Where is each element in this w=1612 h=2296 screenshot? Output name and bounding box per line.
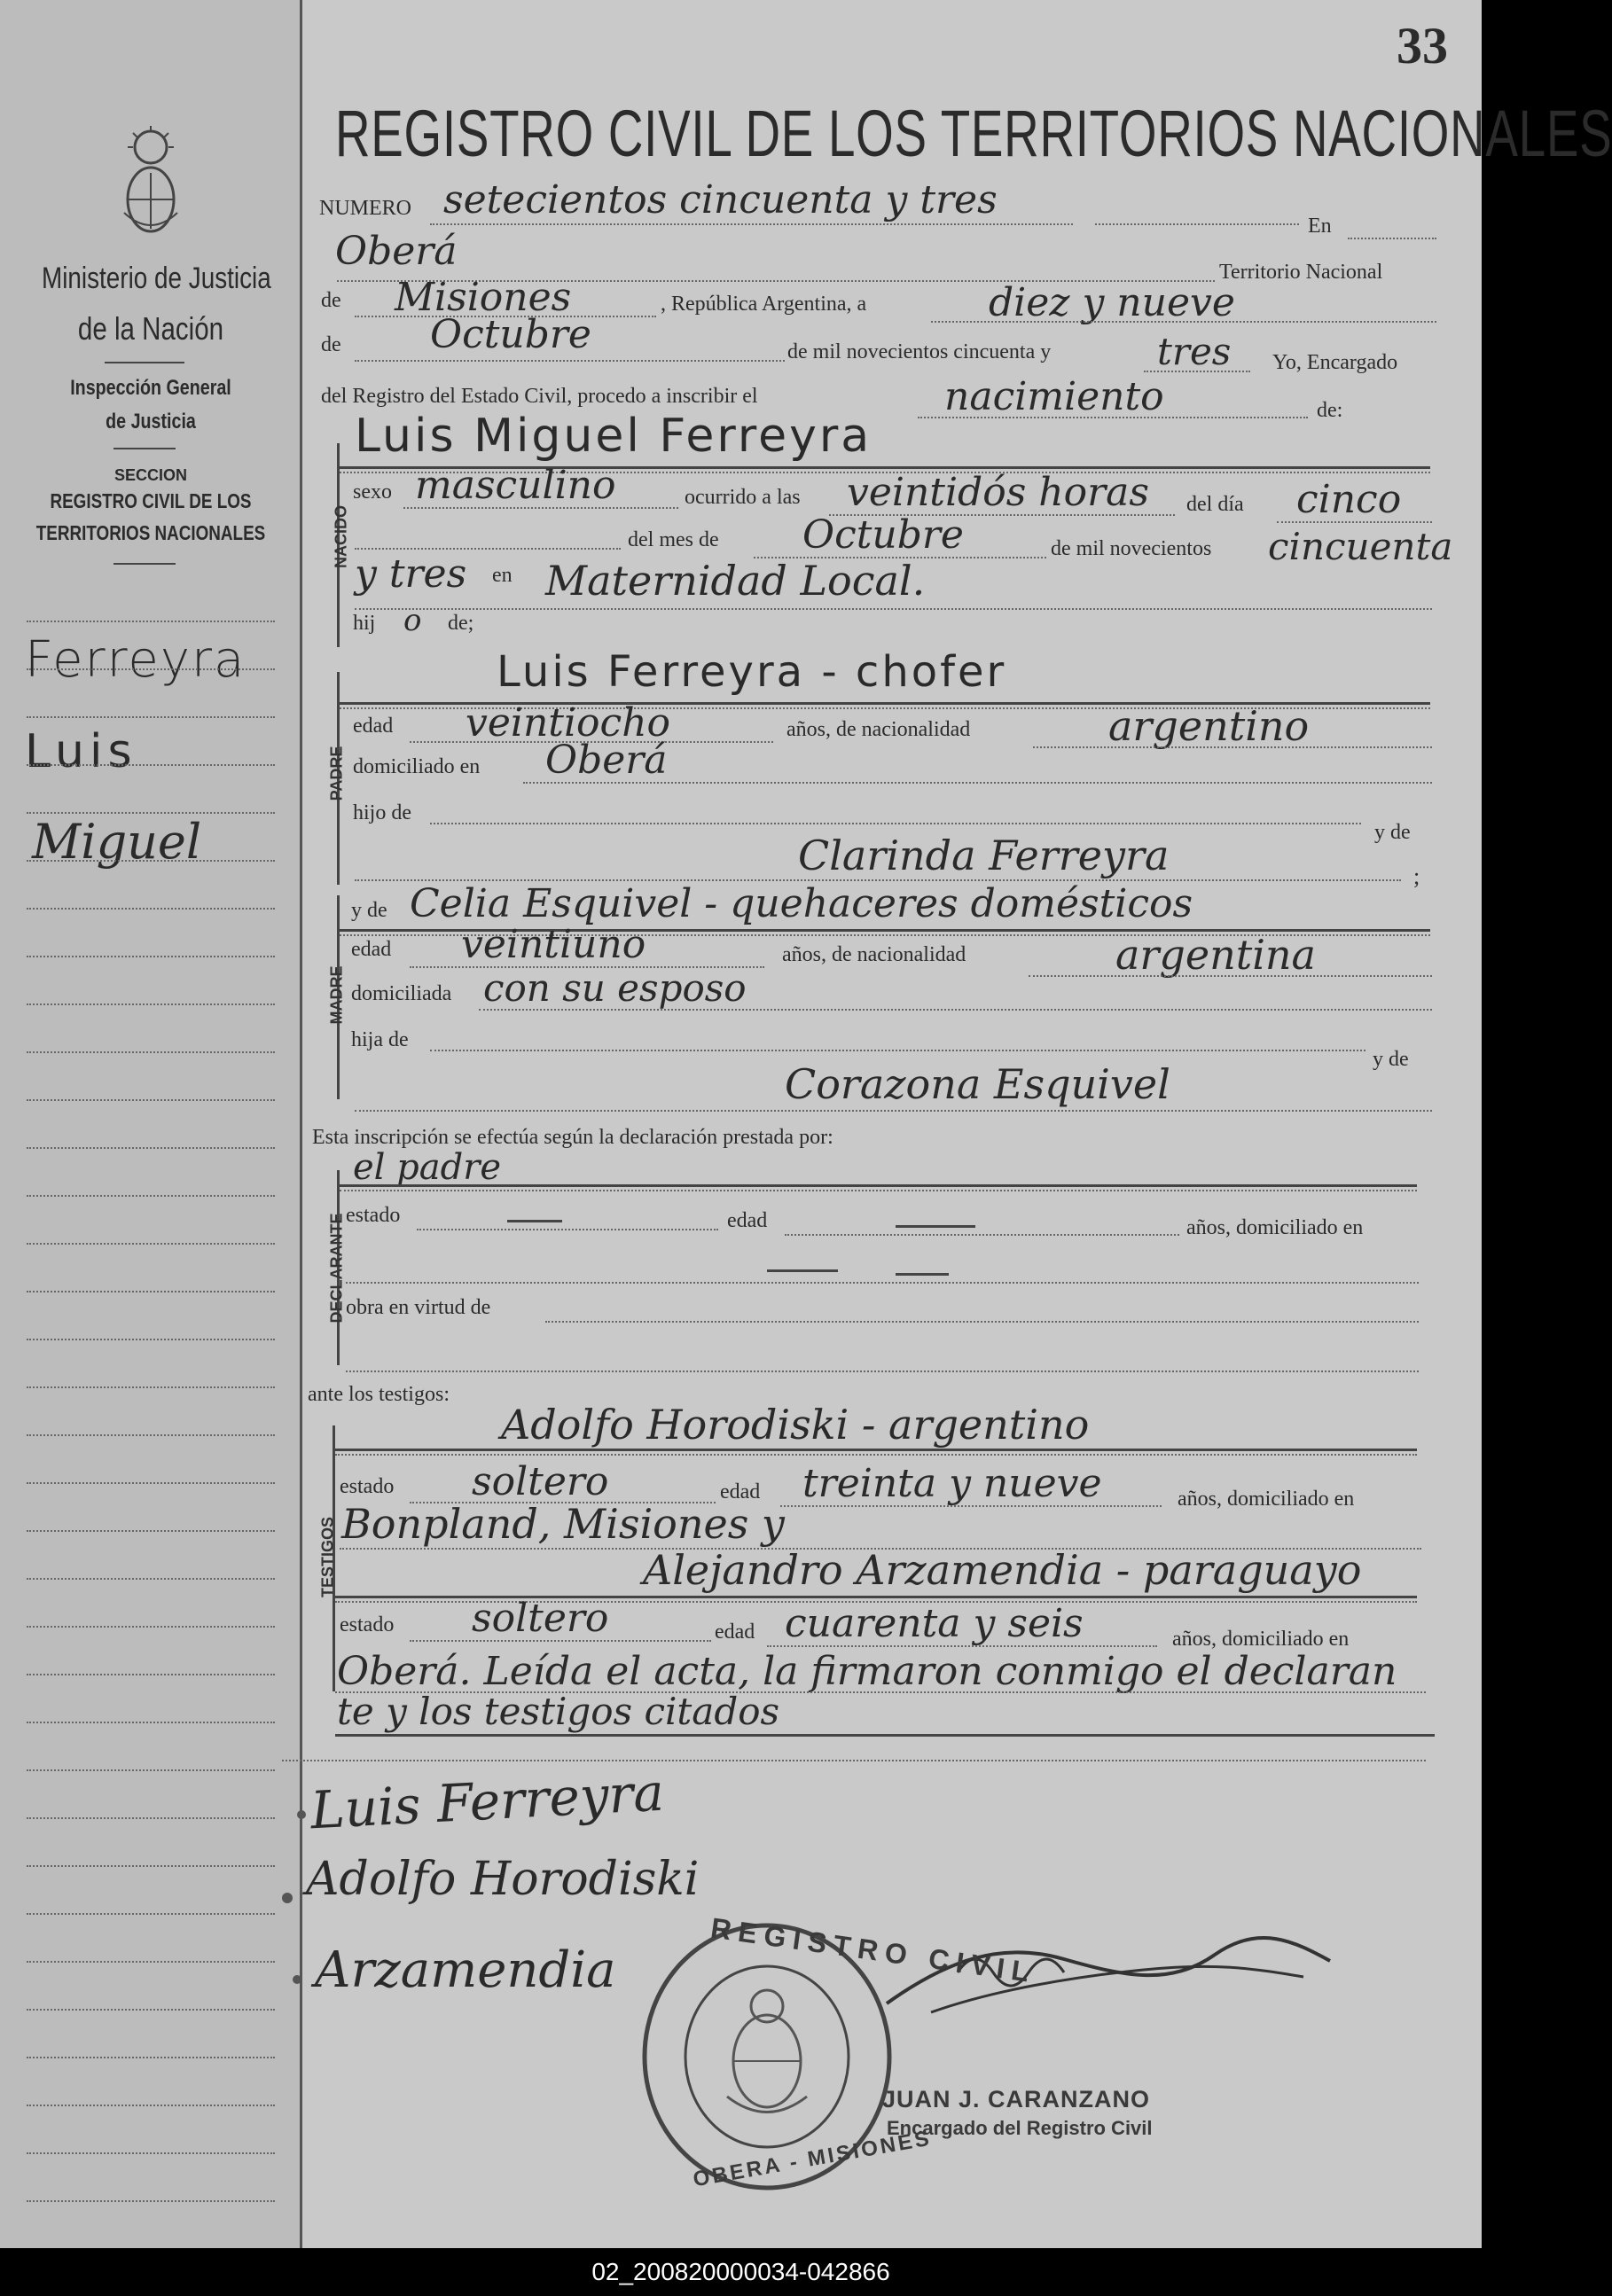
line	[335, 1454, 1417, 1456]
dash	[896, 1225, 975, 1228]
stub-ruled-line	[27, 716, 275, 718]
declarante-estado-label: estado	[346, 1204, 401, 1227]
stub-given-name-1: Luis	[25, 725, 137, 778]
declarante-edad-label: edad	[727, 1209, 768, 1232]
seal-bottom-text: OBERA - MISIONES	[691, 2126, 934, 2192]
stub-ruled-line	[27, 2057, 275, 2058]
line	[355, 608, 1432, 610]
stub-ruled-line	[27, 1626, 275, 1628]
stub-ruled-line	[27, 1865, 275, 1867]
line	[335, 1734, 1435, 1737]
line	[340, 1190, 1417, 1191]
en-label-2: en	[492, 564, 513, 587]
dash	[507, 1220, 562, 1222]
stub-given-name-2: Miguel	[32, 814, 202, 870]
padre-hijo-de-label: hijo de	[353, 801, 411, 824]
nacido-year-value: cincuenta	[1268, 525, 1453, 568]
madre-section-label: MADRE	[327, 965, 346, 1025]
testigo-2-edad-value: cuarenta y seis	[785, 1601, 1084, 1646]
stub-ruled-line	[27, 1817, 275, 1819]
line	[430, 223, 1073, 225]
closing-line-1: Oberá. Leída el acta, la firmaron conmigo el declaran	[337, 1649, 1397, 1694]
madre-nacionalidad-value: argentina	[1115, 931, 1316, 979]
stub-ruled-line	[27, 668, 275, 670]
testigo-1-domicilio: Bonpland, Misiones y	[341, 1500, 785, 1548]
testigos-section-label: TESTIGOS	[318, 1517, 337, 1598]
line	[523, 782, 1432, 784]
testigo-1-name: Adolfo Horodiski - argentino	[501, 1401, 1090, 1449]
stub-ruled-line	[27, 812, 275, 814]
signature-father: Luis Ferreyra	[309, 1761, 666, 1841]
padre-nacionalidad-value: argentino	[1108, 702, 1310, 750]
testigo-1-anos-label: años, domiciliado en	[1178, 1488, 1355, 1511]
del-mes-label: del mes de	[628, 528, 719, 551]
coat-of-arms-icon	[115, 124, 186, 239]
madre-y-de-label: y de	[351, 899, 387, 922]
line	[1033, 746, 1432, 748]
stub-ruled-line	[27, 1099, 275, 1101]
province-value: Misiones	[395, 275, 572, 320]
line	[335, 1449, 1417, 1451]
month-value: Octubre	[430, 312, 591, 357]
declarante-obra-label: obra en virtud de	[346, 1296, 491, 1319]
ministry-label: Ministerio de Justicia	[42, 262, 271, 295]
nacido-year-label: de mil novecientos	[1051, 537, 1212, 560]
padre-y-de-label: y de	[1374, 821, 1411, 844]
day-value: diez y nueve	[989, 280, 1235, 325]
stub-ruled-line	[27, 1482, 275, 1484]
padre-semicolon: ;	[1413, 863, 1420, 889]
line	[1348, 238, 1436, 239]
stub-ruled-line	[27, 2152, 275, 2154]
line	[340, 1184, 1417, 1187]
testigos-intro: ante los testigos:	[308, 1383, 450, 1406]
testigo-1-estado-value: soltero	[472, 1459, 609, 1504]
territorio-label: Territorio Nacional	[1219, 261, 1383, 284]
stub-ruled-line	[27, 1051, 275, 1053]
line	[355, 1110, 1432, 1112]
line	[1029, 975, 1432, 977]
seccion-label: SECCION	[113, 466, 187, 484]
hour-value: veintidós horas	[847, 470, 1149, 515]
dash	[767, 1269, 838, 1272]
declarante-anos-label: años, domiciliado en	[1186, 1216, 1364, 1239]
officer-title: Encargado del Registro Civil	[887, 2117, 1153, 2139]
testigo-2-estado-value: soltero	[472, 1596, 609, 1641]
testigo-2-edad-label: edad	[715, 1620, 755, 1644]
line	[417, 1229, 718, 1230]
stub-ruled-line	[27, 956, 275, 957]
padre-domicilio-label: domiciliado en	[353, 755, 481, 778]
madre-y-de-label-2: y de	[1373, 1048, 1409, 1071]
stub-ruled-line	[27, 1291, 275, 1292]
registro-label: REGISTRO CIVIL DE LOS	[50, 489, 252, 512]
line	[785, 1234, 1179, 1236]
line	[1144, 371, 1250, 372]
stub-ruled-line	[27, 860, 275, 862]
year-label: de mil novecientos cincuenta y	[787, 340, 1052, 363]
stub-ruled-line	[27, 2105, 275, 2106]
hijo-label: hij	[353, 612, 376, 635]
line	[931, 321, 1436, 323]
del-dia-label: del día	[1186, 493, 1244, 516]
line	[403, 507, 678, 509]
testigo-2-estado-label: estado	[340, 1613, 395, 1636]
stub-column	[0, 0, 302, 2248]
inspeccion-label-2: de Justicia	[106, 410, 196, 433]
nacido-section-label: NACIDO	[332, 505, 350, 568]
testigo-2-name: Alejandro Arzamendia - paraguayo	[643, 1546, 1362, 1594]
testigo-1-edad-value: treinta y nueve	[802, 1461, 1102, 1506]
page-number: 33	[1397, 17, 1448, 74]
dash	[896, 1273, 949, 1276]
madre-domicilio-label: domiciliada	[351, 982, 452, 1005]
padre-domicilio-value: Oberá	[545, 738, 668, 783]
stub-ruled-line	[27, 2200, 275, 2202]
signature-witness-1: Adolfo Horodiski	[306, 1853, 700, 1906]
declarante-section-label: DECLARANTE	[327, 1213, 346, 1324]
dot	[293, 1975, 301, 1984]
stub-ruled-line	[27, 1674, 275, 1675]
line	[1277, 521, 1432, 523]
stub-ruled-line	[27, 1434, 275, 1436]
madre-edad-value: veintiuno	[461, 922, 646, 967]
stub-ruled-line	[27, 1243, 275, 1245]
hijo-de-label: de;	[448, 612, 474, 635]
stub-ruled-line	[27, 1339, 275, 1340]
divider	[113, 563, 176, 565]
ocurrido-label: ocurrido a las	[685, 486, 801, 509]
dot	[297, 1810, 306, 1819]
encargado-label: Yo, Encargado	[1272, 351, 1398, 374]
line	[479, 1009, 1432, 1011]
madre-name: Celia Esquivel - quehaceres domésticos	[410, 881, 1193, 926]
line	[430, 823, 1361, 824]
padre-name: Luis Ferreyra - chofer	[497, 647, 1007, 697]
madre-mother-value: Corazona Esquivel	[785, 1060, 1170, 1108]
stub-surname: Ferreyra	[25, 631, 246, 689]
padre-edad-value: veintiocho	[466, 700, 671, 746]
declarante-value: el padre	[353, 1147, 502, 1188]
line	[545, 1321, 1419, 1323]
stub-ruled-line	[27, 621, 275, 622]
stub-ruled-line	[27, 2009, 275, 2011]
stub-ruled-line	[27, 1961, 275, 1963]
place-value: Oberá	[335, 229, 458, 274]
madre-edad-label: edad	[351, 938, 392, 961]
padre-mother-value: Clarinda Ferreyra	[798, 832, 1170, 879]
nacido-year-value-2: y tres	[355, 551, 467, 597]
stub-ruled-line	[27, 1195, 275, 1197]
declarante-intro: Esta inscripción se efectúa según la declaración prestada por:	[312, 1126, 833, 1149]
divider	[113, 448, 176, 449]
document-id-footer: 02_200820000034-042866	[0, 2248, 1482, 2296]
line	[410, 1640, 711, 1642]
stub-ruled-line	[27, 764, 275, 766]
closing-line-2: te y los testigos citados	[337, 1690, 780, 1733]
de-colon-label: de:	[1317, 399, 1343, 422]
testigo-1-edad-label: edad	[720, 1480, 761, 1503]
place-of-birth: Maternidad Local.	[545, 557, 926, 605]
numero-label: NUMERO	[319, 197, 412, 220]
signature-witness-2: Arzamendia	[315, 1941, 616, 1999]
nacido-day-value: cinco	[1296, 477, 1402, 522]
padre-edad-label: edad	[353, 715, 394, 738]
padre-nacionalidad-label: años, de nacionalidad	[786, 718, 971, 741]
nacido-name: Luis Miguel Ferreyra	[355, 410, 873, 463]
registro-label: del Registro del Estado Civil, procedo a inscribir el	[321, 385, 758, 408]
registro-label-2: TERRITORIOS NACIONALES	[35, 521, 266, 544]
stub-ruled-line	[27, 1530, 275, 1532]
numero-value: setecientos cincuenta y tres	[443, 177, 998, 223]
line	[355, 360, 785, 362]
line	[355, 548, 621, 550]
dot	[282, 1893, 293, 1903]
en-label: En	[1308, 215, 1332, 238]
line	[346, 1282, 1419, 1284]
nacido-month-value: Octubre	[802, 512, 964, 558]
ministry-label-2: de la Nación	[77, 310, 224, 347]
hijo-value: o	[403, 603, 422, 638]
stub-ruled-line	[27, 1769, 275, 1771]
stub-ruled-line	[27, 1578, 275, 1580]
inspeccion-label: Inspección General	[70, 376, 231, 400]
line	[430, 1050, 1366, 1051]
sexo-label: sexo	[353, 480, 392, 504]
stub-ruled-line	[27, 908, 275, 910]
line	[767, 1645, 1157, 1647]
divider	[105, 362, 184, 363]
stub-ruled-line	[27, 1147, 275, 1149]
officer-name: JUAN J. CARANZANO	[882, 2086, 1151, 2112]
testigo-2-anos-label: años, domiciliado en	[1172, 1628, 1350, 1651]
madre-hija-de-label: hija de	[351, 1028, 409, 1051]
year-value: tres	[1157, 330, 1232, 373]
de-label-2: de	[321, 333, 341, 356]
testigo-1-estado-label: estado	[340, 1475, 395, 1498]
padre-section-label: PADRE	[327, 746, 346, 801]
line	[780, 1505, 1162, 1507]
madre-domicilio-value: con su esposo	[483, 966, 747, 1010]
seal-top-text: REGISTRO CIVIL	[708, 1911, 1038, 1989]
sexo-value: masculino	[415, 463, 616, 508]
line	[918, 417, 1308, 418]
line	[1095, 223, 1299, 225]
madre-nacionalidad-label: años, de nacionalidad	[782, 943, 966, 966]
stub-ruled-line	[27, 1722, 275, 1723]
line	[282, 1760, 1426, 1761]
de-label: de	[321, 289, 341, 312]
stub-ruled-line	[27, 1386, 275, 1388]
line	[346, 1371, 1419, 1372]
republica-label: , República Argentina, a	[661, 293, 867, 316]
page-title: REGISTRO CIVIL DE LOS TERRITORIOS NACIONALES	[335, 97, 1612, 170]
act-value: nacimiento	[944, 374, 1164, 419]
stub-ruled-line	[27, 1004, 275, 1005]
stub-ruled-line	[27, 1913, 275, 1915]
